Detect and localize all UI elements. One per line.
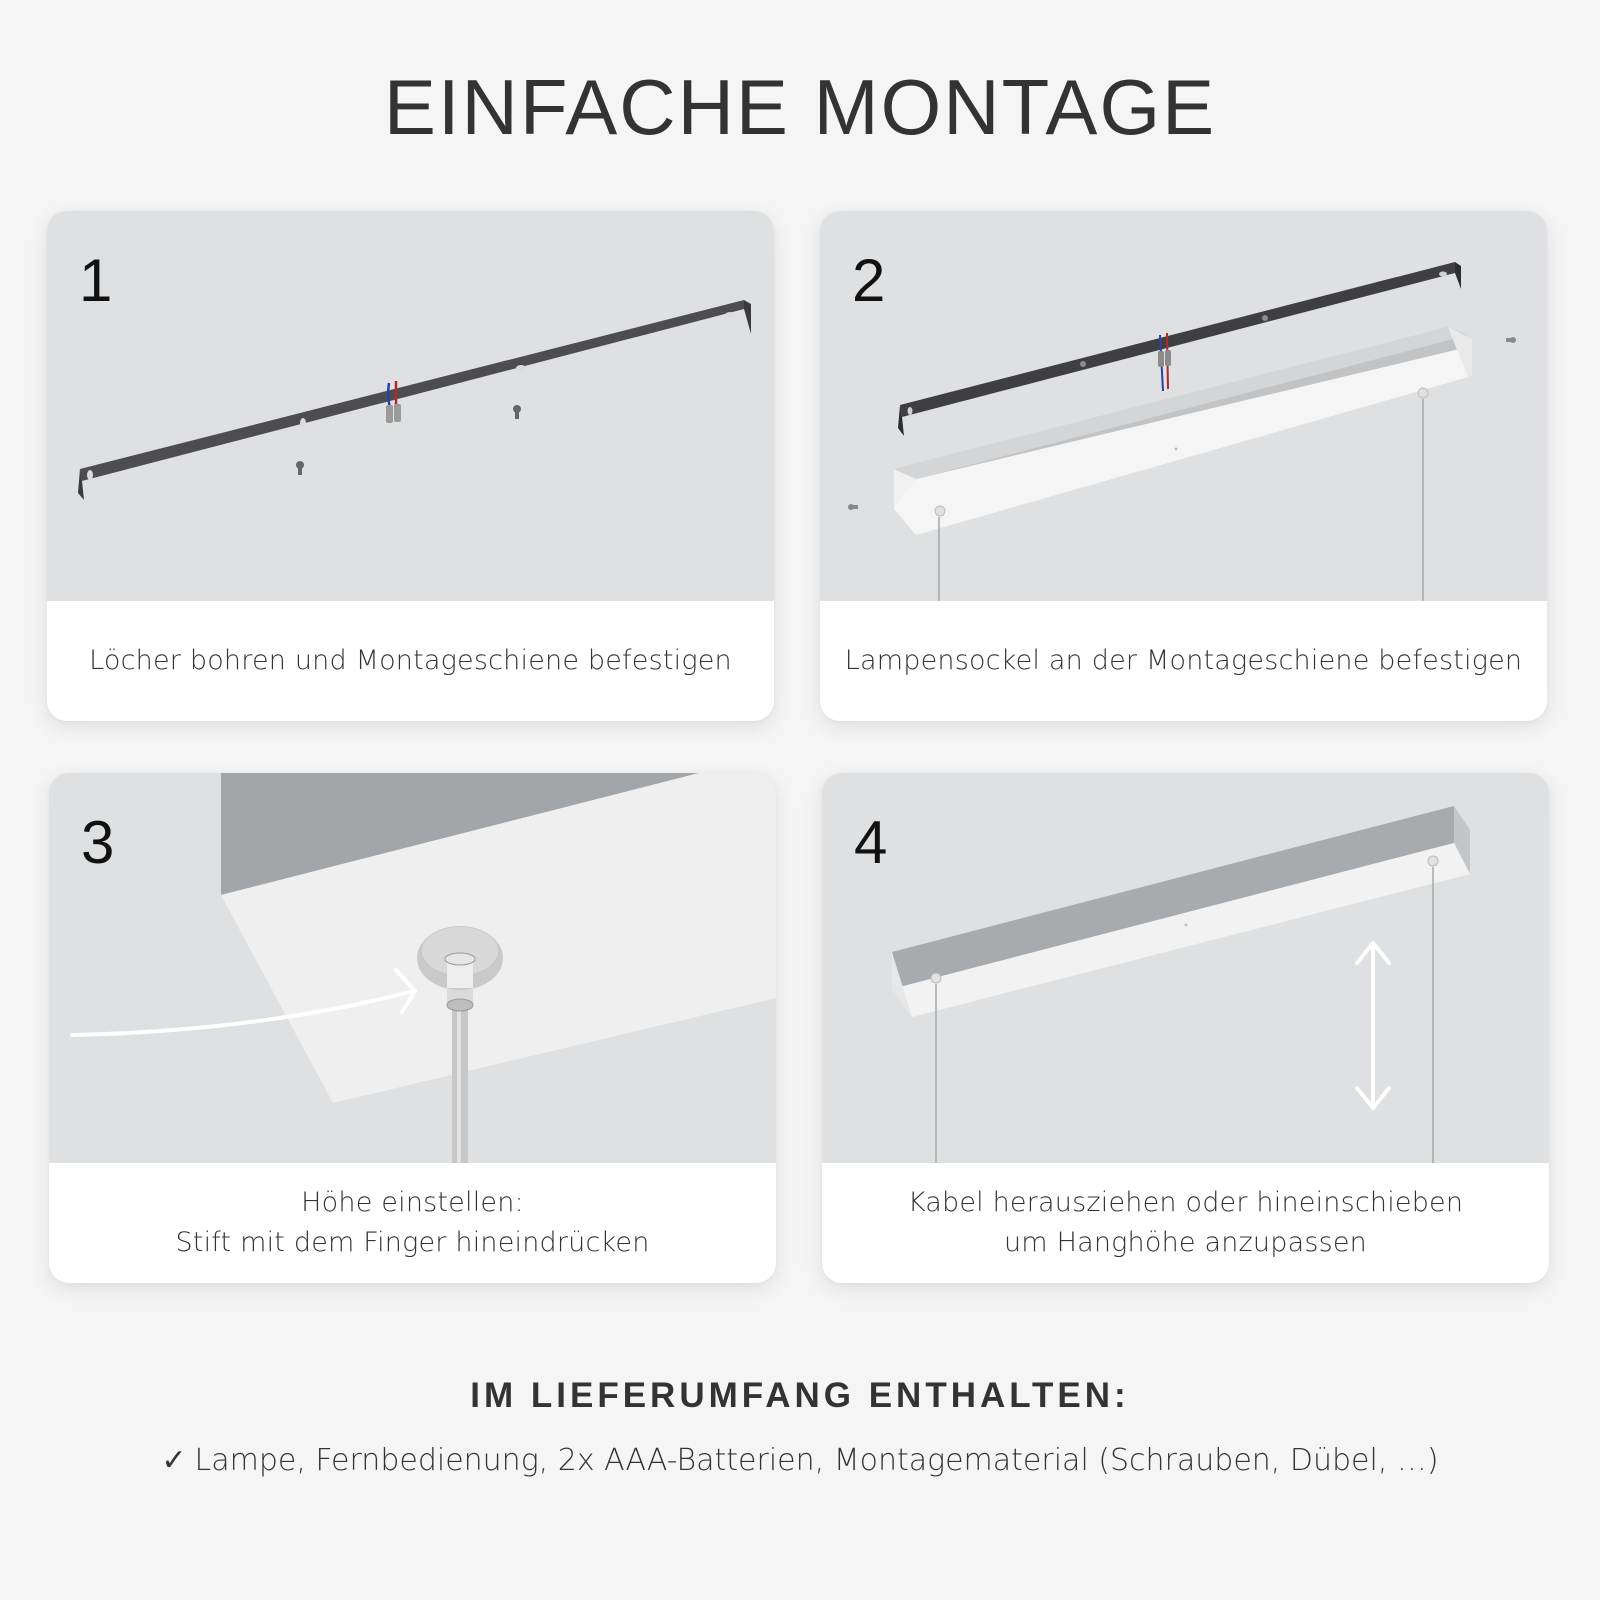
check-icon: ✓ [161,1443,187,1478]
screw-icon [1506,337,1516,343]
step-3-illustration [49,773,776,1163]
lamp-height-adjust-illustration [822,773,1549,1163]
step-number: 4 [854,809,888,876]
step-caption [47,601,774,721]
caption-line: Lampensockel an der Montageschiene befestigen [844,645,1523,676]
screw-icon [513,405,521,419]
step-number: 2 [852,247,886,314]
step-1-illustration [47,211,774,601]
included-items-text: Lampe, Fernbedienung, 2x AAA-Batterien, Montagematerial (Schrauben, Dübel, …) [194,1443,1439,1478]
page-title: EINFACHE MONTAGE [383,63,1217,151]
screw-icon [848,504,858,510]
caption-line: um Hanghöhe anzupassen [1004,1227,1367,1258]
screw-icon [296,461,304,475]
step-caption [822,1163,1549,1283]
caption-line: Stift mit dem Finger hineindrücken [175,1227,650,1258]
mounting-rail-illustration [47,211,774,601]
step-number: 1 [79,247,113,314]
step-card-4 [822,773,1549,1283]
step-2-illustration [820,211,1547,601]
included-items [0,1443,1600,1478]
step-4-illustration [822,773,1549,1163]
step-card-1 [47,211,774,721]
caption-line: Höhe einstellen: [301,1187,524,1218]
caption-line: Kabel herausziehen oder hineinschieben [907,1187,1464,1218]
height-adjust-arrow-icon [1357,943,1389,1108]
step-number: 3 [81,809,115,876]
cable-holder-pin-illustration [49,773,776,1163]
step-caption [820,601,1547,721]
step-card-3 [49,773,776,1283]
lamp-base-rail-illustration [820,211,1547,601]
caption-line: Löcher bohren und Montageschiene befestigen [89,645,732,676]
step-card-2 [820,211,1547,721]
included-heading: IM LIEFERUMFANG ENTHALTEN: [470,1376,1130,1415]
step-caption [49,1163,776,1283]
